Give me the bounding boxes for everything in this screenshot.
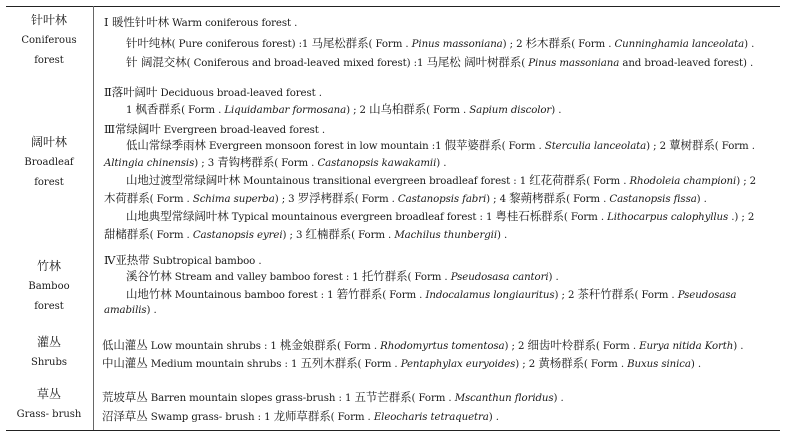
english-text: ( Form . (501, 141, 545, 152)
category-en: forest (34, 301, 64, 312)
chinese-text: 杉木群系 (525, 36, 572, 50)
chinese-text: Ⅰ 暖性针叶林 (104, 15, 169, 29)
english-text: ( (521, 58, 529, 69)
english-text: and broad-leaved forest) . (619, 58, 754, 69)
english-text: ) . (696, 194, 707, 205)
latin-name: Lithocarpus calophyllus (607, 212, 729, 223)
content-line (104, 154, 446, 170)
chinese-text: 山乌桕群系 (369, 102, 427, 116)
column-divider (93, 6, 94, 430)
chinese-text: 溪谷竹林 (126, 269, 172, 283)
english-text: Mountainous transitional evergreen broadleaf forest : 1 (240, 176, 530, 187)
english-text: ( Form . (351, 230, 395, 241)
english-text: Evergreen monsoon forest in low mountain :1 (205, 141, 445, 152)
english-text: Mountainous bamboo forest : 1 (171, 290, 337, 301)
category-en: Grass- brush (16, 409, 82, 420)
category-broadleaf (6, 132, 92, 193)
latin-name: Liquidambar formosana (224, 105, 347, 116)
english-text: ( Pure coniferous forest) :1 (171, 39, 312, 50)
english-text: Stream and valley bamboo forest : 1 (171, 272, 362, 283)
english-text: Subtropical bamboo . (149, 256, 262, 267)
english-text: ) ; 2 (554, 290, 578, 301)
latin-name: Sapium discolor (469, 105, 552, 116)
english-text: ( Form . (586, 176, 630, 187)
latin-name: Mscanthun floridus (454, 393, 554, 404)
english-text: ) ; 2 (504, 341, 528, 352)
chinese-text: 细齿叶柃群系 (527, 338, 596, 352)
english-text: ( Form . (357, 359, 401, 370)
latin-name: Machilus thunbergii (394, 230, 497, 241)
chinese-text: 五节芒群系 (354, 390, 412, 404)
english-text: Warm coniferous forest . (169, 18, 298, 29)
category-zh: 阔叶林 (30, 135, 67, 149)
english-text: ( Form . (407, 272, 451, 283)
english-text: Deciduous broad-leaved forest . (157, 88, 322, 99)
top-rule (6, 6, 780, 7)
chinese-text: 粤桂石栎群系 (495, 209, 564, 223)
chinese-text: 针 阔混交林 (126, 55, 187, 69)
latin-name: Buxus sinica (627, 359, 691, 370)
english-text: ) . (551, 105, 562, 116)
content-line (126, 137, 755, 153)
english-text: ) . (690, 359, 701, 370)
category-en: forest (34, 177, 64, 188)
latin-name: Altingia chinensis (104, 158, 195, 169)
latin-name: Eleocharis tetraquetra (373, 412, 489, 423)
content-line (126, 268, 559, 284)
english-text: ) ; 2 (736, 176, 757, 187)
latin-name: amabilis (104, 305, 147, 316)
latin-name: Castanopsis fabri (397, 194, 487, 205)
category-en: Shrubs (30, 357, 68, 368)
english-text: Typical mountainous evergreen broadleaf forest : 1 (228, 212, 496, 223)
content-line (104, 226, 507, 242)
content-line (104, 14, 297, 30)
content-line (126, 35, 754, 51)
latin-name: Castanopsis kawakamii (317, 158, 437, 169)
latin-name: Sterculia lanceolata (544, 141, 647, 152)
chinese-text: 罗浮栲群系 (297, 191, 355, 205)
category-en: forest (34, 55, 64, 66)
chinese-text: 马尾松 阔叶树群系 (426, 55, 522, 69)
chinese-text: 山地竹林 (126, 287, 172, 301)
english-text: Low mountain shrubs : 1 (147, 341, 280, 352)
latin-name: Pentaphylax euryoides (400, 359, 516, 370)
latin-name: Indocalamus longiauritus (425, 290, 555, 301)
category-en: Bamboo (28, 281, 70, 292)
english-text: Evergreen broad-leaved forest . (160, 125, 326, 136)
english-text: .) ; 2 (728, 212, 755, 223)
english-text: ( Form . (426, 105, 470, 116)
content-line (104, 121, 325, 137)
content-line (126, 101, 561, 117)
chinese-text: 枫香群系 (135, 102, 182, 116)
english-text: ) ; 3 (194, 158, 218, 169)
chinese-text: 山地典型常绿阔叶林 (126, 209, 229, 223)
chinese-text: 桃金娘群系 (279, 338, 337, 352)
english-text: ) ; 2 (346, 105, 370, 116)
chinese-text: 木荷群系 (104, 191, 150, 205)
english-text: ) . (744, 39, 755, 50)
bottom-rule (6, 430, 780, 431)
content-line (104, 190, 707, 206)
english-text: ) ; 2 (646, 141, 670, 152)
english-text: 1 (126, 105, 136, 116)
english-text: ) . (733, 341, 744, 352)
english-text: Swamp grass- brush : 1 (147, 412, 274, 423)
latin-name: Rhodoleia championi (629, 176, 737, 187)
chinese-text: 托竹群系 (361, 269, 408, 283)
english-text: ( Form . (382, 290, 426, 301)
category-zh: 针叶林 (30, 13, 67, 27)
content-line (126, 286, 736, 302)
chinese-text: 五列木群系 (300, 356, 358, 370)
chinese-text: 茶秆竹群系 (577, 287, 635, 301)
chinese-text: 黎蒴栲群系 (509, 191, 567, 205)
chinese-text: 蕈树群系 (669, 138, 715, 152)
chinese-text: 龙师草群系 (273, 409, 331, 423)
chinese-text: 黄杨群系 (538, 356, 584, 370)
english-text: ( Form . (595, 341, 640, 352)
english-text: ) . (496, 230, 508, 241)
chinese-text: 箬竹群系 (336, 287, 383, 301)
category-zh: 灌丛 (36, 335, 61, 349)
english-text: ( Form . (336, 341, 381, 352)
latin-name: Pinus massoniana (411, 39, 503, 50)
english-text: ) . (436, 158, 447, 169)
english-text: ) . (548, 272, 559, 283)
chinese-text: 青钩栲群系 (217, 155, 275, 169)
content-line (126, 54, 753, 70)
chinese-text: 红花荷群系 (529, 173, 587, 187)
chinese-text: 荒坡草丛 (102, 390, 148, 404)
english-text: ) . (488, 412, 499, 423)
content-line (104, 252, 261, 268)
english-text: ( Form . (149, 230, 193, 241)
english-text: ( Form . (583, 359, 628, 370)
content-line (102, 408, 499, 424)
english-text: ( Form . (181, 105, 225, 116)
category-grass-brush (6, 384, 92, 425)
latin-name: Castanopsis eyrei (192, 230, 283, 241)
content-line (102, 389, 564, 405)
english-text: ) ; 2 (515, 359, 539, 370)
content-line (126, 208, 754, 224)
chinese-text: 低山常绿季雨林 (126, 138, 206, 152)
latin-name: Schima superba (192, 194, 275, 205)
latin-name: Pseudosasa (677, 290, 737, 301)
chinese-text: 针叶纯林 (126, 36, 172, 50)
chinese-text: 红楠群系 (305, 227, 352, 241)
english-text: ( Form . (368, 39, 412, 50)
english-text: ( Form . (149, 194, 193, 205)
chinese-text: 假苹婆群系 (444, 138, 502, 152)
content-line (104, 305, 157, 316)
chinese-text: 山地过渡型常绿阔叶林 (126, 173, 240, 187)
chinese-text: 马尾松群系 (311, 36, 369, 50)
english-text: ( Form . (634, 290, 678, 301)
english-text: Medium mountain shrubs : 1 (147, 359, 301, 370)
latin-name: Rhodomyrtus tomentosa (380, 341, 505, 352)
chinese-text: Ⅳ亚热带 (104, 253, 150, 267)
english-text: ( Form . (411, 393, 455, 404)
english-text: ) . (553, 393, 564, 404)
english-text: ) ; 3 (282, 230, 306, 241)
category-shrubs (6, 332, 92, 373)
english-text: ( Form . (571, 39, 615, 50)
english-text: ) ; 4 (486, 194, 510, 205)
english-text: Barren mountain slopes grass-brush : 1 (147, 393, 355, 404)
latin-name: Pseudosasa cantori (450, 272, 549, 283)
chinese-text: 甜槠群系 (104, 227, 150, 241)
chinese-text: 低山灌丛 (102, 338, 148, 352)
chinese-text: 沼泽草丛 (102, 409, 148, 423)
content-line (102, 337, 743, 353)
category-bamboo (6, 256, 92, 317)
latin-name: Pinus massoniana (528, 58, 620, 69)
english-text: ( Form . (274, 158, 318, 169)
chinese-text: Ⅲ常绿阔叶 (104, 122, 161, 136)
english-text: ) ; 3 (274, 194, 298, 205)
category-zh: 草丛 (36, 387, 61, 401)
chinese-text: Ⅱ落叶阔叶 (104, 85, 158, 99)
english-text: ( Coniferous and broad-leaved mixed forest) :1 (186, 58, 427, 69)
english-text: ( Form . (354, 194, 398, 205)
english-text: ( Form . (714, 141, 755, 152)
latin-name: Eurya nitida Korth (639, 341, 734, 352)
category-coniferous (6, 10, 92, 71)
english-text: ( Form . (563, 212, 608, 223)
content-line (104, 84, 322, 100)
english-text: ) ; 2 (502, 39, 526, 50)
category-en: Coniferous (21, 35, 77, 46)
english-text: ) . (146, 305, 157, 316)
english-text: ( Form . (330, 412, 374, 423)
category-zh: 竹林 (36, 259, 61, 273)
category-en: Broadleaf (24, 157, 74, 168)
chinese-text: 中山灌丛 (102, 356, 148, 370)
latin-name: Castanopsis fissa (609, 194, 697, 205)
latin-name: Cunninghamia lanceolata (614, 39, 745, 50)
content-line (102, 355, 701, 371)
english-text: ( Form . (566, 194, 610, 205)
content-line (126, 172, 756, 188)
